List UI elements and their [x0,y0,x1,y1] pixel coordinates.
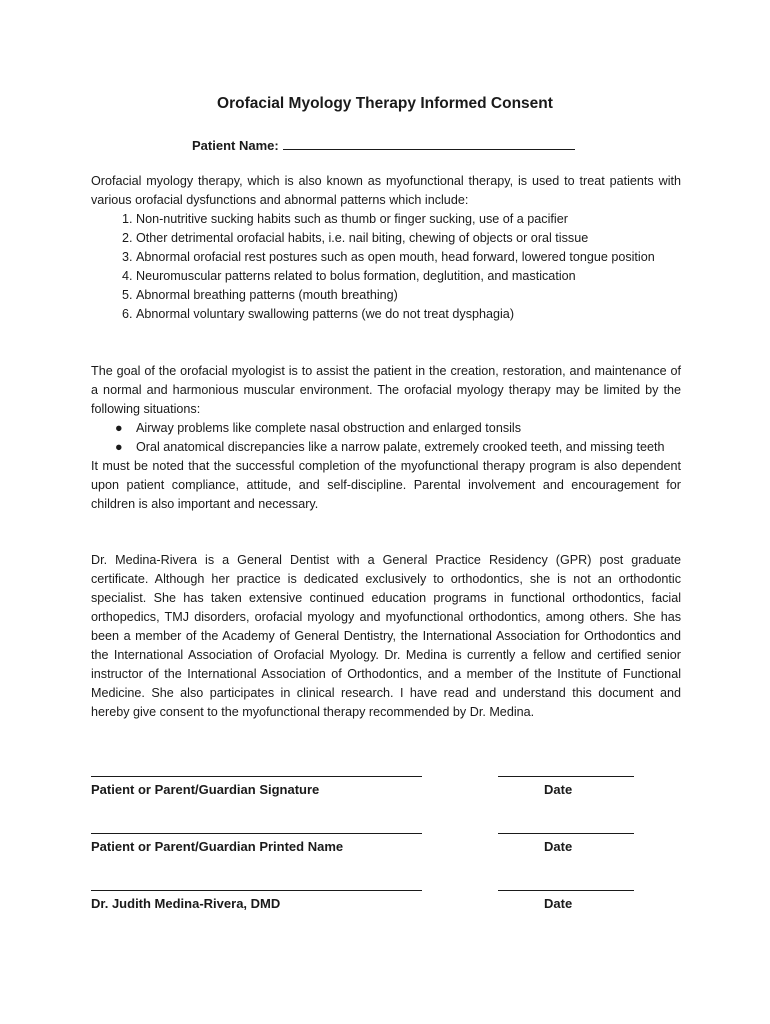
goal-paragraph: The goal of the orofacial myologist is to assist the patient in the creation, restoration, and maintenance of a normal and harmonious muscular environment. The orofacial myology therapy may be limited by the following situations: [91,364,681,416]
limitations-list [91,419,681,457]
doctor-signature-line[interactable] [91,890,422,891]
list-item [115,438,681,457]
compliance-paragraph: It must be noted that the successful completion of the myofunctional therapy program is also dependent upon patient compliance, attitude, and self-discipline. Parental involvement and encouragement for children is also important and necessary. [91,459,681,511]
printed-name-line[interactable] [91,833,422,834]
conditions-list [91,210,681,324]
patient-name-row [192,136,575,153]
list-item [115,419,681,438]
date-line[interactable] [498,890,634,891]
bio-section [91,551,681,722]
date-label: Date [544,839,573,854]
bio-paragraph: Dr. Medina-Rivera is a General Dentist with a General Practice Residency (GPR) post graduate certificate. Although her practice is dedicated exclusively to orthodontics, she is not an orthodontic specialist. She has taken extensive continued education programs in functional orthodontics, facial orthopedics, TMJ disorders, orofacial myology and myofunctional orthodontics, among others. She has been a member of the Academy of General Dentistry, the International Association for Orthodontics and the International Association of Orofacial Myology. Dr. Medina is currently a fellow and certified senior instructor of the International Association of Orthodontics, and a member of the Institute of Functional Medicine. She also participates in clinical research. I have read and understand this document and hereby give consent to the myofunctional therapy recommended by Dr. Medina. [91,553,681,719]
date-line[interactable] [498,833,634,834]
date-label: Date [544,896,573,911]
list-item: 1. Non-nutritive sucking habits such as thumb or finger sucking, use of a pacifier [136,210,681,229]
printed-name-label: Patient or Parent/Guardian Printed Name [91,839,344,854]
list-item: 2. Other detrimental orofacial habits, i.e. nail biting, chewing of objects or oral tissue [136,229,681,248]
bullet-icon: ● [115,440,123,454]
list-item: 4. Neuromuscular patterns related to bolus formation, deglutition, and mastication [136,267,681,286]
list-item: 5. Abnormal breathing patterns (mouth breathing) [136,286,681,305]
intro-section [91,172,681,324]
bullet-icon: ● [115,421,123,435]
document-title: Orofacial Myology Therapy Informed Consent [217,95,553,112]
patient-name-field[interactable] [283,136,575,150]
date-line[interactable] [498,776,634,777]
list-item-text: Airway problems like complete nasal obstruction and enlarged tonsils [136,421,522,435]
patient-name-label: Patient Name: [192,138,279,153]
signature-line[interactable] [91,776,422,777]
doctor-signature-label: Dr. Judith Medina-Rivera, DMD [91,896,281,911]
date-label: Date [544,782,573,797]
list-item: 6. Abnormal voluntary swallowing patterns (we do not treat dysphagia) [136,305,681,324]
list-item-text: Oral anatomical discrepancies like a narrow palate, extremely crooked teeth, and missing teeth [136,440,665,454]
list-item: 3. Abnormal orofacial rest postures such as open mouth, head forward, lowered tongue position [136,248,681,267]
intro-paragraph: Orofacial myology therapy, which is also known as myofunctional therapy, is used to treat patients with various orofacial dysfunctions and abnormal patterns which include: [91,174,681,207]
goal-section [91,362,681,514]
signature-label: Patient or Parent/Guardian Signature [91,782,320,797]
